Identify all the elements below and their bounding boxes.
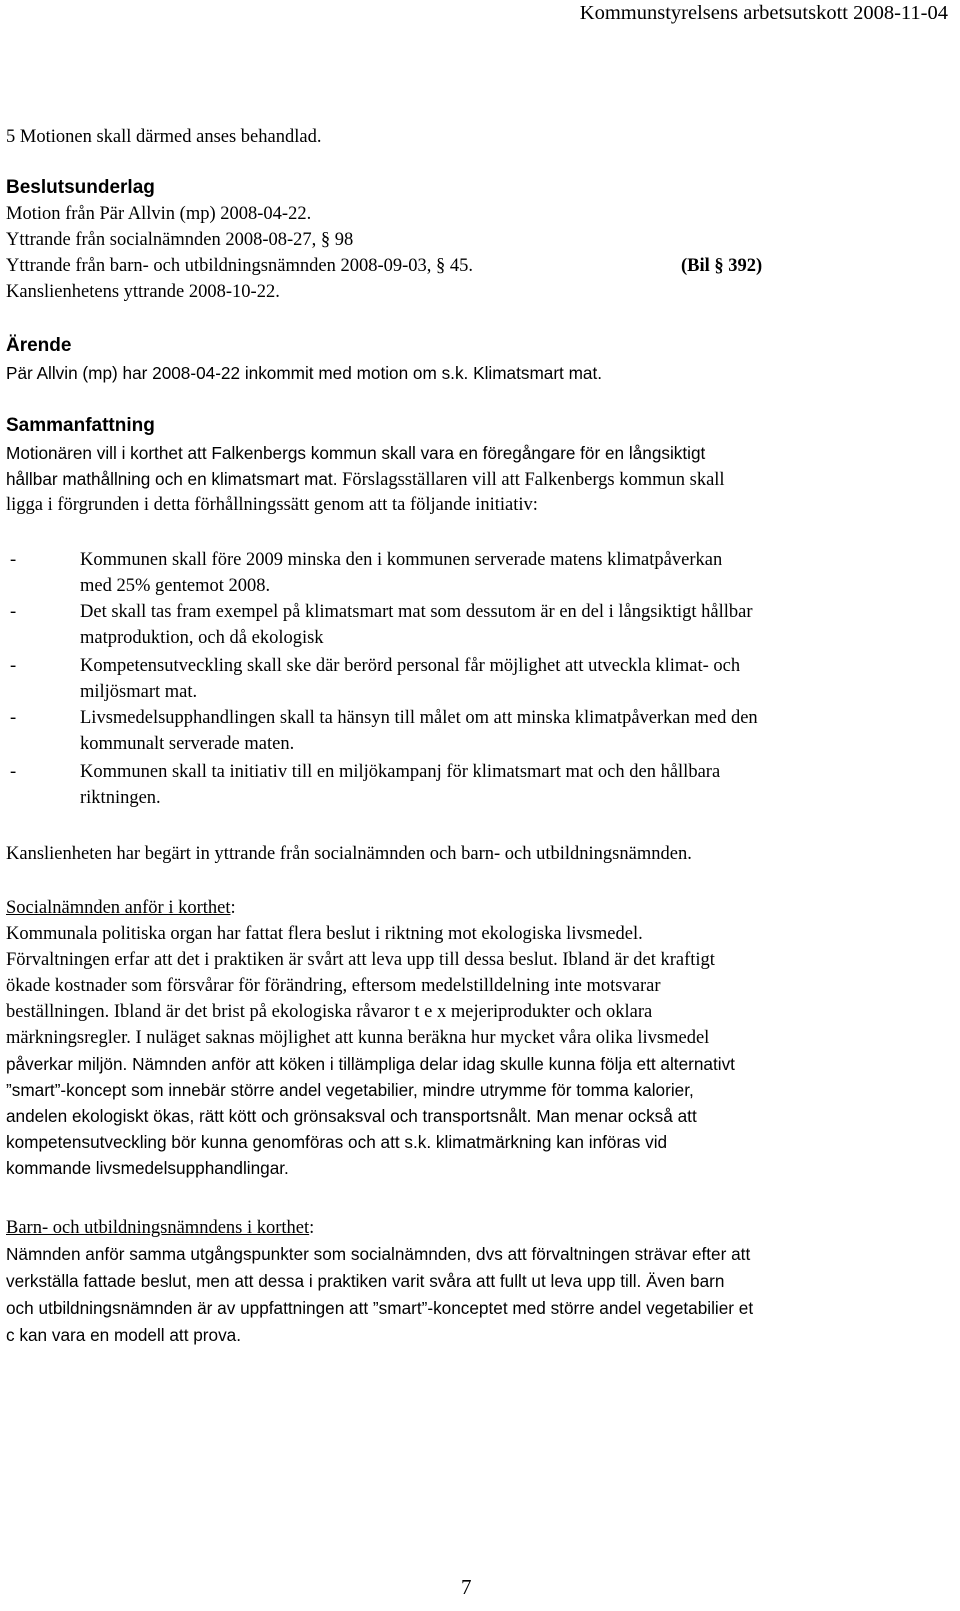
heading-socialnamnden <box>6 897 236 919</box>
bullet-dash: - <box>10 708 17 728</box>
bil-reference: (Bil § 392) <box>681 256 763 276</box>
beslutsunderlag-line-3: Yttrande från barn- och utbildningsnämnden 2008-09-03, § 45. <box>6 256 474 276</box>
social-line-10: kommande livsmedelsupphandlingar. <box>6 1158 289 1178</box>
bun-line-1: Nämnden anför samma utgångspunkter som socialnämnden, dvs att förvaltningen strävar efter att <box>6 1244 751 1264</box>
bullet-dash: - <box>10 762 17 782</box>
bullet-dash: - <box>10 656 17 676</box>
sammanfattning-line-1: Motionären vill i korthet att Falkenbergs kommun skall vara en föregångare för en långsiktigt <box>6 443 706 463</box>
bullet-dash: - <box>10 550 17 570</box>
socialnamnden-heading-text: Socialnämnden anför i korthet <box>6 898 231 918</box>
sammanfattning-line-2 <box>6 468 725 491</box>
bun-line-3: och utbildningsnämnden är av uppfattningen att ”smart”-konceptet med större andel vegetabilier et <box>6 1298 754 1318</box>
list-item-cont: kommunalt serverade maten. <box>80 734 295 754</box>
list-item: Livsmedelsupphandlingen skall ta hänsyn till målet om att minska klimatpåverkan med den <box>80 708 758 728</box>
bun-heading-text: Barn- och utbildningsnämndens i korthet <box>6 1218 310 1238</box>
list-item-cont: matproduktion, och då ekologisk <box>80 628 324 648</box>
kanslienheten-text: Kanslienheten har begärt in yttrande från socialnämnden och barn- och utbildningsnämnden. <box>6 844 692 864</box>
heading-sammanfattning: Sammanfattning <box>6 415 155 436</box>
list-item: Kommunen skall ta initiativ till en miljökampanj för klimatsmart mat och den hållbara <box>80 762 721 782</box>
bun-line-4: c kan vara en modell att prova. <box>6 1325 242 1345</box>
list-item-cont: miljösmart mat. <box>80 682 198 702</box>
bun-line-2: verkställa fattade beslut, men att dessa i praktiken varit svåra att fullt ut leva upp till. Även barn <box>6 1271 725 1291</box>
list-item: Det skall tas fram exempel på klimatsmart mat som dessutom är en del i långsiktigt hållbar <box>80 602 753 622</box>
social-line-3: ökade kostnader som försvårar för förändring, eftersom medelstilldelning inte motsvarar <box>6 976 661 996</box>
social-line-6: påverkar miljön. Nämnden anför att köken i tillämpliga delar idag skulle kunna följa ett alternativt <box>6 1054 735 1074</box>
bun-heading-colon: : <box>309 1218 315 1238</box>
social-line-8: andelen ekologiskt ökas, rätt kött och grönsaksval och transportsnålt. Man menar också att <box>6 1106 697 1126</box>
list-item-cont: med 25% gentemot 2008. <box>80 576 271 596</box>
socialnamnden-heading-colon: : <box>230 898 236 918</box>
heading-beslutsunderlag: Beslutsunderlag <box>6 177 155 198</box>
heading-bun <box>6 1217 314 1239</box>
beslutsunderlag-line-4: Kanslienhetens yttrande 2008-10-22. <box>6 282 280 302</box>
header-title: Kommunstyrelsens arbetsutskott 2008-11-04 <box>579 2 948 24</box>
item-5: 5 Motionen skall därmed anses behandlad. <box>6 127 322 147</box>
heading-arende: Ärende <box>6 335 72 356</box>
social-line-5: märkningsregler. I nuläget saknas möjlighet att kunna beräkna hur mycket våra olika livsmedel <box>6 1028 710 1048</box>
bullet-dash: - <box>10 602 17 622</box>
beslutsunderlag-line-1: Motion från Pär Allvin (mp) 2008-04-22. <box>6 204 312 224</box>
arende-text: Pär Allvin (mp) har 2008-04-22 inkommit med motion om s.k. Klimatsmart mat. <box>6 363 603 383</box>
social-line-4: beställningen. Ibland är det brist på ekologiska råvaror t e x mejeriprodukter och oklara <box>6 1002 653 1022</box>
social-line-2: Förvaltningen erfar att det i praktiken är svårt att leva upp till dessa beslut. Ibland är det kraftigt <box>6 950 715 970</box>
list-item-cont: riktningen. <box>80 788 161 808</box>
beslutsunderlag-line-2: Yttrande från socialnämnden 2008-08-27, § 98 <box>6 230 354 250</box>
page-number: 7 <box>461 1575 472 1599</box>
social-line-9: kompetensutveckling bör kunna genomföras och att s.k. klimatmärkning kan införas vid <box>6 1132 668 1152</box>
list-item: Kommunen skall före 2009 minska den i kommunen serverade matens klimatpåverkan <box>80 550 723 570</box>
sammanfattning-line-2-serif: Förslagsställaren vill att Falkenbergs kommun skall <box>337 470 725 490</box>
social-line-1: Kommunala politiska organ har fattat flera beslut i riktning mot ekologiska livsmedel. <box>6 924 643 944</box>
sammanfattning-line-2-sans: hållbar mathållning och en klimatsmart mat. <box>6 469 338 489</box>
sammanfattning-line-3: ligga i förgrunden i detta förhållningssätt genom att ta följande initiativ: <box>6 495 538 515</box>
social-line-7: ”smart”-koncept som innebär större andel vegetabilier, mindre utrymme för tomma kalorier, <box>6 1080 694 1100</box>
list-item: Kompetensutveckling skall ske där berörd personal får möjlighet att utveckla klimat- och <box>80 656 741 676</box>
